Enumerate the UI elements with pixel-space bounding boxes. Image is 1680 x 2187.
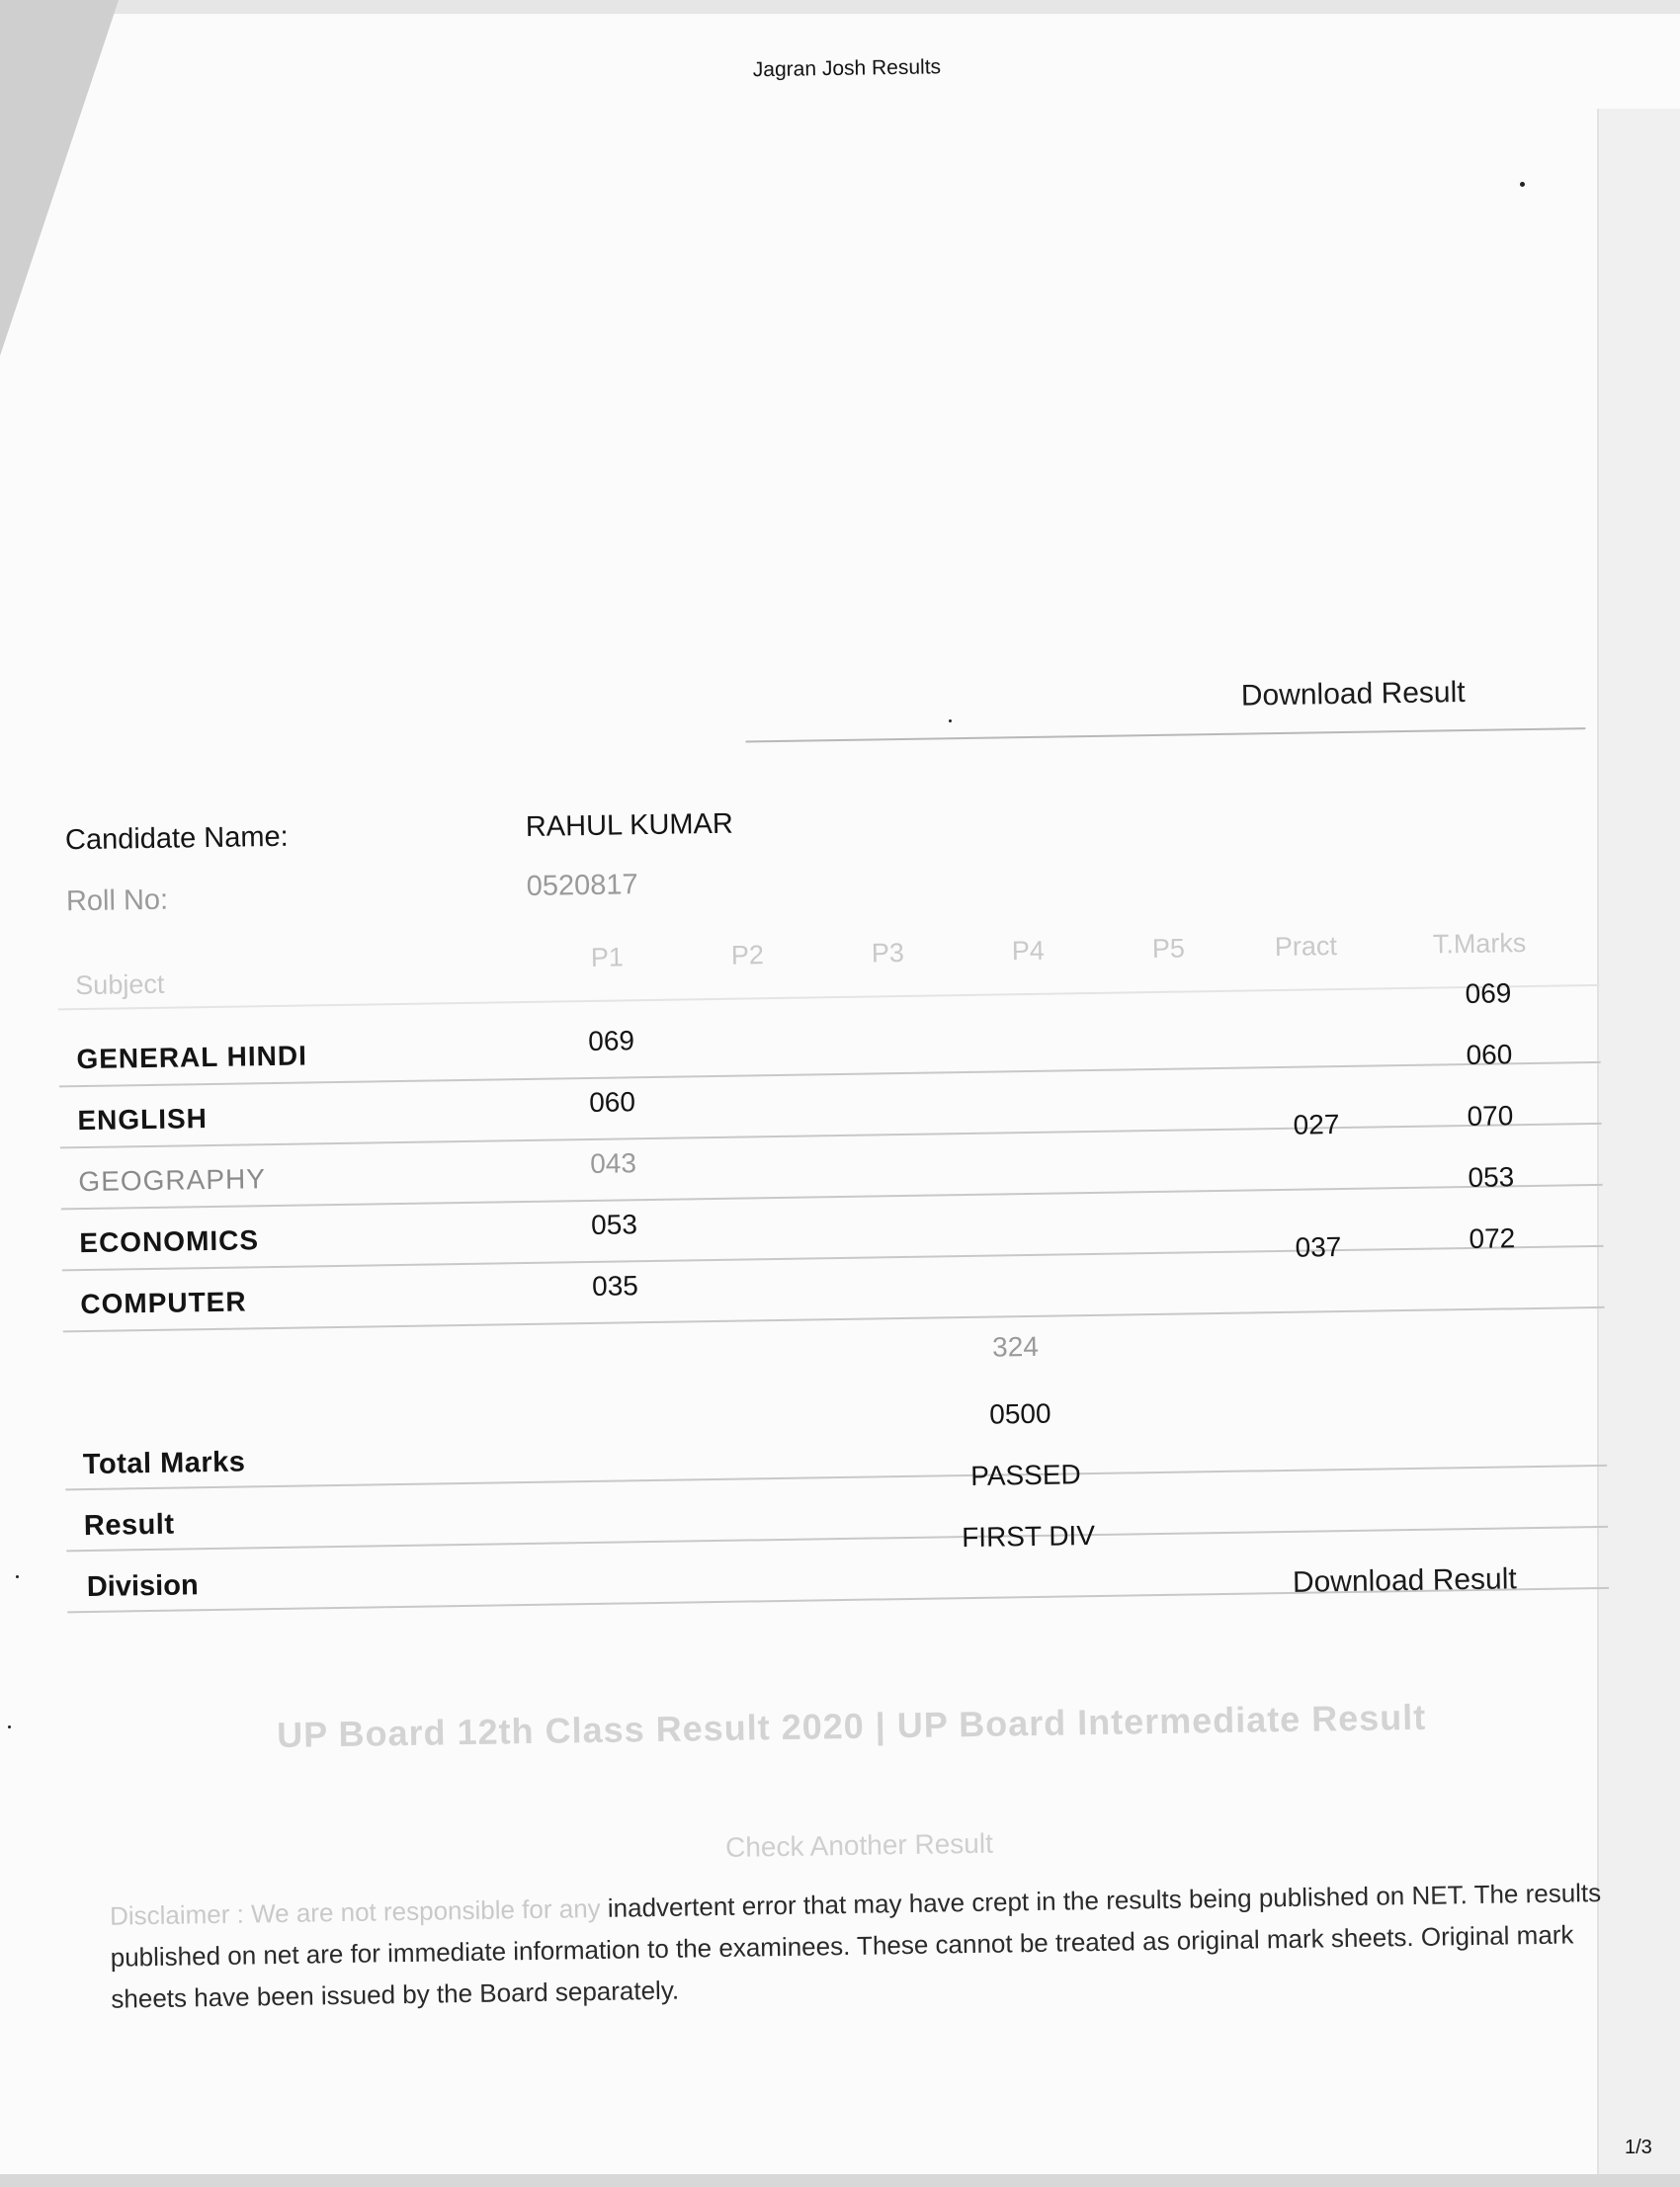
- disclaimer-text: [110, 1872, 1634, 2020]
- subject-name: COMPUTER: [80, 1286, 247, 1320]
- disclaimer-body: inadvertent error that may have crept in the results being published on NET. The results published on net are for immediate information to the examinees. These cannot be treated as original mark sheets. Original mark sheets have been issued by the Board separately.: [110, 1878, 1602, 2014]
- mark-total: 060: [1466, 1039, 1513, 1071]
- scan-speck: [949, 719, 952, 722]
- mark-pract: 037: [1295, 1231, 1342, 1263]
- divider: [60, 1123, 1602, 1149]
- mark-p1: 069: [587, 1025, 635, 1056]
- divider: [61, 1184, 1603, 1211]
- candidate-name-label: Candidate Name:: [64, 820, 289, 857]
- col-header-subject: Subject: [75, 968, 165, 1001]
- col-header-p2: P2: [730, 940, 765, 970]
- mark-p1: 053: [590, 1209, 638, 1240]
- check-another-result-link[interactable]: Check Another Result: [724, 1827, 994, 1863]
- marks-obtained: 324: [991, 1330, 1040, 1363]
- subject-name: GENERAL HINDI: [76, 1040, 308, 1075]
- result-value: PASSED: [969, 1459, 1081, 1491]
- col-header-p3: P3: [871, 937, 905, 968]
- division-label: Division: [86, 1569, 199, 1604]
- roll-no-label: Roll No:: [65, 883, 169, 918]
- result-section-heading[interactable]: UP Board 12th Class Result 2020 | UP Board Intermediate Result: [276, 1696, 1427, 1756]
- download-result-link-top[interactable]: Download Result: [1240, 676, 1466, 713]
- col-header-p1: P1: [590, 942, 625, 972]
- col-header-p4: P4: [1011, 935, 1046, 967]
- candidate-name-value: RAHUL KUMAR: [525, 807, 734, 843]
- scan-speck: [16, 1575, 19, 1578]
- mark-total: 072: [1469, 1222, 1516, 1255]
- subject-name: GEOGRAPHY: [78, 1163, 267, 1198]
- disclaimer-heading: Disclaimer : We are not responsible for any: [109, 1893, 601, 1931]
- result-label: Result: [83, 1508, 175, 1543]
- page-number: 1/3: [1625, 2137, 1652, 2158]
- mark-p1: 035: [591, 1270, 639, 1302]
- scan-speck: [1520, 182, 1525, 187]
- scan-speck: [8, 1725, 11, 1728]
- roll-no-value: 0520817: [526, 869, 638, 902]
- col-header-pract: Pract: [1274, 931, 1338, 963]
- subject-name: ECONOMICS: [79, 1224, 260, 1259]
- download-result-link-bottom[interactable]: Download Result: [1292, 1562, 1517, 1599]
- col-header-total: T.Marks: [1432, 928, 1527, 960]
- divider: [58, 984, 1600, 1011]
- mark-total: 069: [1465, 977, 1512, 1010]
- subject-name: ENGLISH: [77, 1103, 209, 1136]
- division-value: FIRST DIV: [961, 1520, 1096, 1554]
- total-marks-label: Total Marks: [82, 1446, 246, 1481]
- mark-total: 070: [1467, 1100, 1514, 1133]
- mark-pract: 027: [1293, 1109, 1340, 1140]
- page-header-title: Jagran Josh Results: [752, 55, 942, 82]
- mark-p1: 060: [588, 1086, 636, 1118]
- mark-p1: 043: [589, 1147, 637, 1179]
- divider: [745, 727, 1585, 742]
- divider: [65, 1465, 1607, 1491]
- total-marks-value: 0500: [988, 1397, 1051, 1430]
- divider: [62, 1245, 1604, 1272]
- divider: [66, 1526, 1608, 1553]
- col-header-p5: P5: [1151, 933, 1186, 965]
- mark-total: 053: [1468, 1161, 1515, 1194]
- divider: [63, 1306, 1605, 1333]
